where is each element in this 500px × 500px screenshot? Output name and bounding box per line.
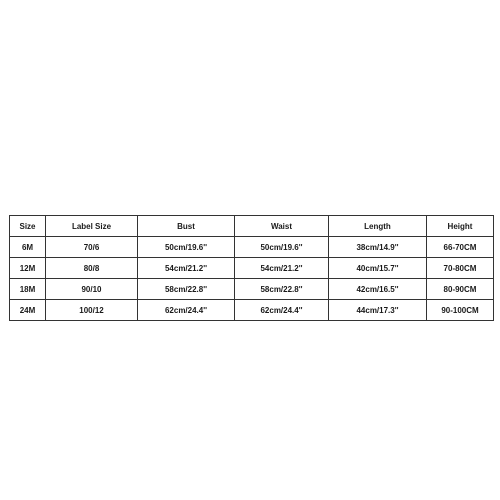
header-label-size: Label Size	[46, 216, 138, 237]
size-chart-table	[9, 215, 494, 321]
header-size: Size	[10, 216, 46, 237]
table-row	[10, 279, 494, 300]
table-cell: 90-100CM	[427, 300, 494, 321]
table-cell: 42cm/16.5''	[329, 279, 427, 300]
table-cell: 70-80CM	[427, 258, 494, 279]
table-cell: 66-70CM	[427, 237, 494, 258]
table-cell: 24M	[10, 300, 46, 321]
table-cell: 70/6	[46, 237, 138, 258]
table-cell: 62cm/24.4''	[235, 300, 329, 321]
table-row	[10, 237, 494, 258]
table-cell: 62cm/24.4''	[138, 300, 235, 321]
table-cell: 18M	[10, 279, 46, 300]
header-waist: Waist	[235, 216, 329, 237]
table-cell: 80-90CM	[427, 279, 494, 300]
table-row	[10, 300, 494, 321]
table-cell: 50cm/19.6''	[138, 237, 235, 258]
table-cell: 100/12	[46, 300, 138, 321]
header-length: Length	[329, 216, 427, 237]
table-cell: 58cm/22.8''	[138, 279, 235, 300]
table-cell: 6M	[10, 237, 46, 258]
table-cell: 38cm/14.9''	[329, 237, 427, 258]
table-cell: 80/8	[46, 258, 138, 279]
table-cell: 54cm/21.2''	[138, 258, 235, 279]
table-cell: 54cm/21.2''	[235, 258, 329, 279]
table-cell: 58cm/22.8''	[235, 279, 329, 300]
table-cell: 12M	[10, 258, 46, 279]
table-cell: 44cm/17.3''	[329, 300, 427, 321]
header-height: Height	[427, 216, 494, 237]
table-cell: 40cm/15.7''	[329, 258, 427, 279]
table-cell: 90/10	[46, 279, 138, 300]
table-cell: 50cm/19.6''	[235, 237, 329, 258]
table-row	[10, 258, 494, 279]
header-bust: Bust	[138, 216, 235, 237]
table-header-row	[10, 216, 494, 237]
